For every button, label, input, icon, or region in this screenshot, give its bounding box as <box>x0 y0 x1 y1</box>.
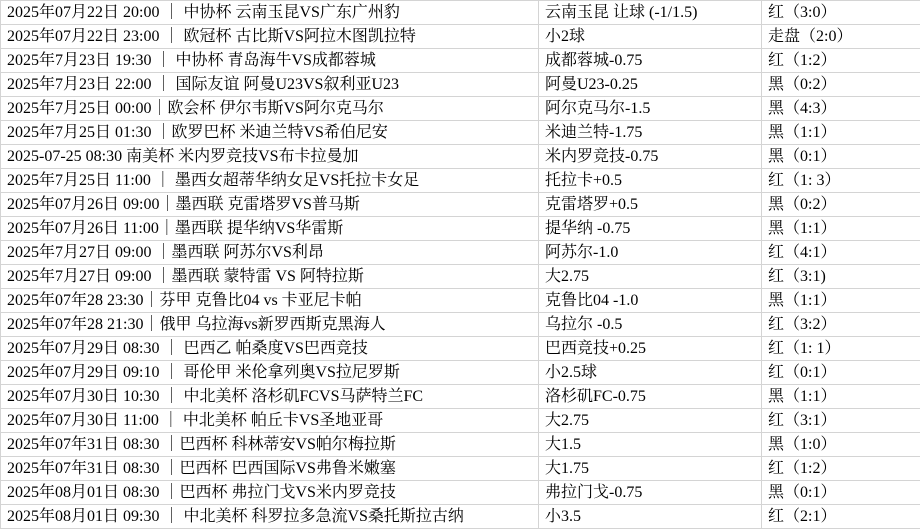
result-cell[interactable]: 黑（0:2） <box>762 193 920 217</box>
table-row <box>1 241 920 265</box>
match-cell[interactable]: 2025年7月25日 11:00 ｜ 墨西女超蒂华纳女足VS托拉卡女足 <box>1 169 539 193</box>
result-cell[interactable]: 红（0:1） <box>762 361 920 385</box>
match-cell[interactable]: 2025年07月22日 23:00 ｜ 欧冠杯 古比斯VS阿拉木图凯拉特 <box>1 25 539 49</box>
table-row <box>1 433 920 457</box>
bet-cell[interactable]: 阿曼U23-0.25 <box>539 73 762 97</box>
bet-cell[interactable]: 巴西竞技+0.25 <box>539 337 762 361</box>
bet-cell[interactable]: 小2.5球 <box>539 361 762 385</box>
match-cell[interactable]: 2025年07月30日 10:30 ｜ 中北美杯 洛杉矶FCVS马萨特兰FC <box>1 385 539 409</box>
match-cell[interactable]: 2025年7月23日 19:30 ｜ 中协杯 青岛海牛VS成都蓉城 <box>1 49 539 73</box>
match-cell[interactable]: 2025年08月01日 09:30 ｜ 中北美杯 科罗拉多急流VS桑托斯拉古纳 <box>1 505 539 529</box>
table-row <box>1 289 920 313</box>
bet-cell[interactable]: 洛杉矶FC-0.75 <box>539 385 762 409</box>
match-cell[interactable]: 2025年07月22日 20:00 ｜ 中协杯 云南玉昆VS广东广州豹 <box>1 1 539 25</box>
bet-cell[interactable]: 阿苏尔-1.0 <box>539 241 762 265</box>
table-row <box>1 505 920 529</box>
bet-cell[interactable]: 小3.5 <box>539 505 762 529</box>
bet-cell[interactable]: 提华纳 -0.75 <box>539 217 762 241</box>
bet-cell[interactable]: 克雷塔罗+0.5 <box>539 193 762 217</box>
table-row <box>1 97 920 121</box>
result-cell[interactable]: 红（3:2） <box>762 313 920 337</box>
result-cell[interactable]: 黑（0:2） <box>762 73 920 97</box>
result-cell[interactable]: 黑（1:1） <box>762 289 920 313</box>
bet-cell[interactable]: 米内罗竞技-0.75 <box>539 145 762 169</box>
bet-cell[interactable]: 成都蓉城-0.75 <box>539 49 762 73</box>
table-row <box>1 313 920 337</box>
result-cell[interactable]: 黑（1:1） <box>762 217 920 241</box>
result-cell[interactable]: 红（3:1） <box>762 409 920 433</box>
table-row <box>1 169 920 193</box>
bet-cell[interactable]: 托拉卡+0.5 <box>539 169 762 193</box>
result-cell[interactable]: 红（1: 3） <box>762 169 920 193</box>
result-cell[interactable]: 黑（0:1） <box>762 481 920 505</box>
match-cell[interactable]: 2025年7月25日 00:00｜欧会杯 伊尔韦斯VS阿尔克马尔 <box>1 97 539 121</box>
result-cell[interactable]: 黑（1:1） <box>762 121 920 145</box>
bet-cell[interactable]: 大1.75 <box>539 457 762 481</box>
bet-cell[interactable]: 大2.75 <box>539 265 762 289</box>
table-row <box>1 121 920 145</box>
table-row <box>1 409 920 433</box>
match-cell[interactable]: 2025-07-25 08:30 南美杯 米内罗竞技VS布卡拉曼加 <box>1 145 539 169</box>
match-cell[interactable]: 2025年07年31日 08:30 ｜巴西杯 科林蒂安VS帕尔梅拉斯 <box>1 433 539 457</box>
match-cell[interactable]: 2025年7月27日 09:00 ｜墨西联 蒙特雷 VS 阿特拉斯 <box>1 265 539 289</box>
bet-cell[interactable]: 弗拉门戈-0.75 <box>539 481 762 505</box>
table-row <box>1 361 920 385</box>
result-cell[interactable]: 红（1:2） <box>762 49 920 73</box>
table-row <box>1 265 920 289</box>
bet-cell[interactable]: 小2球 <box>539 25 762 49</box>
result-cell[interactable]: 红（1: 1） <box>762 337 920 361</box>
result-cell[interactable]: 红（3:1) <box>762 265 920 289</box>
match-cell[interactable]: 2025年07年28 21:30｜俄甲 乌拉海vs新罗西斯克黑海人 <box>1 313 539 337</box>
table-row <box>1 73 920 97</box>
result-cell[interactable]: 红（2:1） <box>762 505 920 529</box>
match-cell[interactable]: 2025年07年28 23:30｜芬甲 克鲁比04 vs 卡亚尼卡帕 <box>1 289 539 313</box>
match-cell[interactable]: 2025年07月30日 11:00 ｜ 中北美杯 帕丘卡VS圣地亚哥 <box>1 409 539 433</box>
match-cell[interactable]: 2025年7月25日 01:30 ｜欧罗巴杯 米迪兰特VS希伯尼安 <box>1 121 539 145</box>
result-cell[interactable]: 红（4:1） <box>762 241 920 265</box>
result-cell[interactable]: 红（1:2） <box>762 457 920 481</box>
result-cell[interactable]: 黑（4:3） <box>762 97 920 121</box>
match-cell[interactable]: 2025年7月27日 09:00 ｜墨西联 阿苏尔VS利昂 <box>1 241 539 265</box>
match-cell[interactable]: 2025年07年31日 08:30 ｜巴西杯 巴西国际VS弗鲁米嫩塞 <box>1 457 539 481</box>
table-row <box>1 457 920 481</box>
table-row <box>1 481 920 505</box>
match-cell[interactable]: 2025年07月26日 09:00｜墨西联 克雷塔罗VS普马斯 <box>1 193 539 217</box>
match-cell[interactable]: 2025年07月29日 08:30 ｜ 巴西乙 帕桑度VS巴西竞技 <box>1 337 539 361</box>
match-cell[interactable]: 2025年08月01日 08:30 ｜巴西杯 弗拉门戈VS米内罗竞技 <box>1 481 539 505</box>
match-record-table-body <box>1 1 920 529</box>
bet-cell[interactable]: 云南玉昆 让球 (-1/1.5) <box>539 1 762 25</box>
table-row <box>1 337 920 361</box>
result-cell[interactable]: 黑（1:1） <box>762 385 920 409</box>
table-row <box>1 25 920 49</box>
match-cell[interactable]: 2025年07月26日 11:00｜墨西联 提华纳VS华雷斯 <box>1 217 539 241</box>
bet-cell[interactable]: 大1.5 <box>539 433 762 457</box>
table-row <box>1 1 920 25</box>
match-cell[interactable]: 2025年07月29日 09:10 ｜ 哥伦甲 米伦拿列奥VS拉尼罗斯 <box>1 361 539 385</box>
result-cell[interactable]: 黑（0:1） <box>762 145 920 169</box>
bet-cell[interactable]: 乌拉尔 -0.5 <box>539 313 762 337</box>
table-row <box>1 49 920 73</box>
table-row <box>1 145 920 169</box>
bet-cell[interactable]: 米迪兰特-1.75 <box>539 121 762 145</box>
bet-cell[interactable]: 大2.75 <box>539 409 762 433</box>
bet-cell[interactable]: 阿尔克马尔-1.5 <box>539 97 762 121</box>
result-cell[interactable]: 红（3:0） <box>762 1 920 25</box>
match-cell[interactable]: 2025年7月23日 22:00 ｜ 国际友谊 阿曼U23VS叙利亚U23 <box>1 73 539 97</box>
table-row <box>1 385 920 409</box>
bet-cell[interactable]: 克鲁比04 -1.0 <box>539 289 762 313</box>
table-row <box>1 193 920 217</box>
result-cell[interactable]: 黑（1:0） <box>762 433 920 457</box>
result-cell[interactable]: 走盘（2:0） <box>762 25 920 49</box>
table-row <box>1 217 920 241</box>
